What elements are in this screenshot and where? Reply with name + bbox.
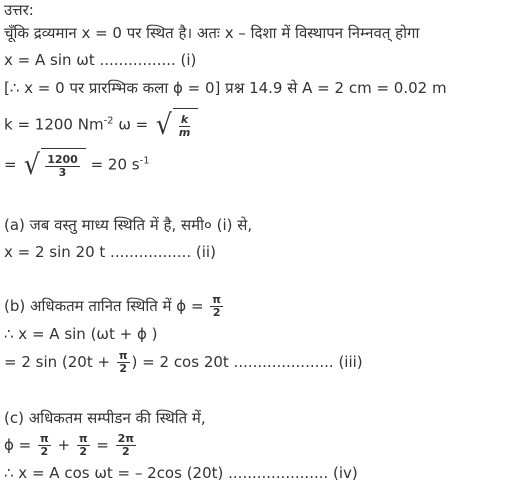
- part-c-title: (c) अधिकतम सम्पीडन की स्थिति में,: [4, 409, 206, 427]
- plus-sign: +: [52, 436, 75, 454]
- fraction-numerator: π: [118, 349, 128, 362]
- radical-sign: √: [155, 108, 172, 141]
- fraction-pi-2-first: [38, 433, 51, 458]
- equals-sign: =: [4, 155, 22, 174]
- fraction-denominator: 2: [121, 445, 130, 458]
- exponent: -2: [103, 115, 114, 127]
- part-a-title: (a) जब वस्तु माध्य स्थिति में है, समी० (i) से,: [4, 216, 253, 234]
- sqrt-1200-over-3: [23, 148, 85, 182]
- equation-ii: x = 2 sin 20 t ................. (ii): [4, 243, 216, 261]
- fraction-2pi-2: [116, 433, 136, 458]
- equation-iii-suffix: ) = 2 cos 20t ..................... (iii): [131, 353, 363, 371]
- fraction-pi-2: [210, 294, 223, 319]
- fraction-denominator: 2: [79, 445, 87, 458]
- fraction-denominator: 2: [119, 362, 128, 375]
- fraction-k-m: [177, 114, 192, 139]
- part-b-title: [4, 294, 225, 319]
- equation-iii: [4, 350, 363, 375]
- radical-sign: √: [24, 148, 41, 181]
- equation-iv: ∴ x = A cos ωt = – 2cos (20t) ..................... (iv): [4, 464, 358, 482]
- omega-result-line: [4, 148, 150, 182]
- part-b-equation-1: ∴ x = A sin (ωt + ϕ ): [4, 325, 158, 343]
- fraction-numerator: π: [40, 432, 49, 445]
- fraction-denominator: 3: [58, 166, 67, 179]
- fraction-denominator: m: [178, 126, 191, 139]
- fraction-1200-3: [45, 154, 80, 179]
- heading: उत्तर:: [4, 1, 34, 19]
- omega-value: = 20 s: [85, 155, 140, 174]
- initial-phase-line: [∴ x = 0 पर प्रारम्भिक कला ϕ = 0] प्रश्न 14.9 से A = 2 cm = 0.02 m: [4, 79, 447, 97]
- sqrt-k-over-m: [155, 108, 198, 142]
- exponent: -1: [139, 155, 150, 167]
- part-b-text: (b) अधिकतम तानित स्थिति में ϕ =: [4, 297, 209, 315]
- intro-line: चूँकि द्रव्यमान x = 0 पर स्थित है। अतः x – दिशा में विस्थापन निम्नवत् होगा: [4, 24, 420, 42]
- spring-constant-line: [4, 108, 198, 142]
- phi-text: ϕ =: [4, 436, 36, 454]
- omega-text: ω =: [113, 115, 153, 134]
- fraction-pi-2-second: [77, 433, 90, 458]
- fraction-numerator: 2π: [117, 432, 134, 445]
- fraction-numerator: k: [180, 113, 189, 126]
- spring-constant-text: k = 1200 Nm: [4, 115, 104, 134]
- fraction-denominator: 2: [212, 306, 221, 319]
- fraction-pi-2: [117, 350, 130, 375]
- fraction-numerator: π: [212, 293, 221, 306]
- equation-i: x = A sin ωt ................ (i): [4, 51, 197, 69]
- fraction-numerator: 1200: [47, 153, 78, 166]
- equation-iii-prefix: = 2 sin (20t +: [4, 353, 115, 371]
- phase-sum-line: [4, 433, 138, 458]
- equals-sign: =: [91, 436, 114, 454]
- fraction-denominator: 2: [40, 445, 49, 458]
- fraction-numerator: π: [78, 432, 88, 445]
